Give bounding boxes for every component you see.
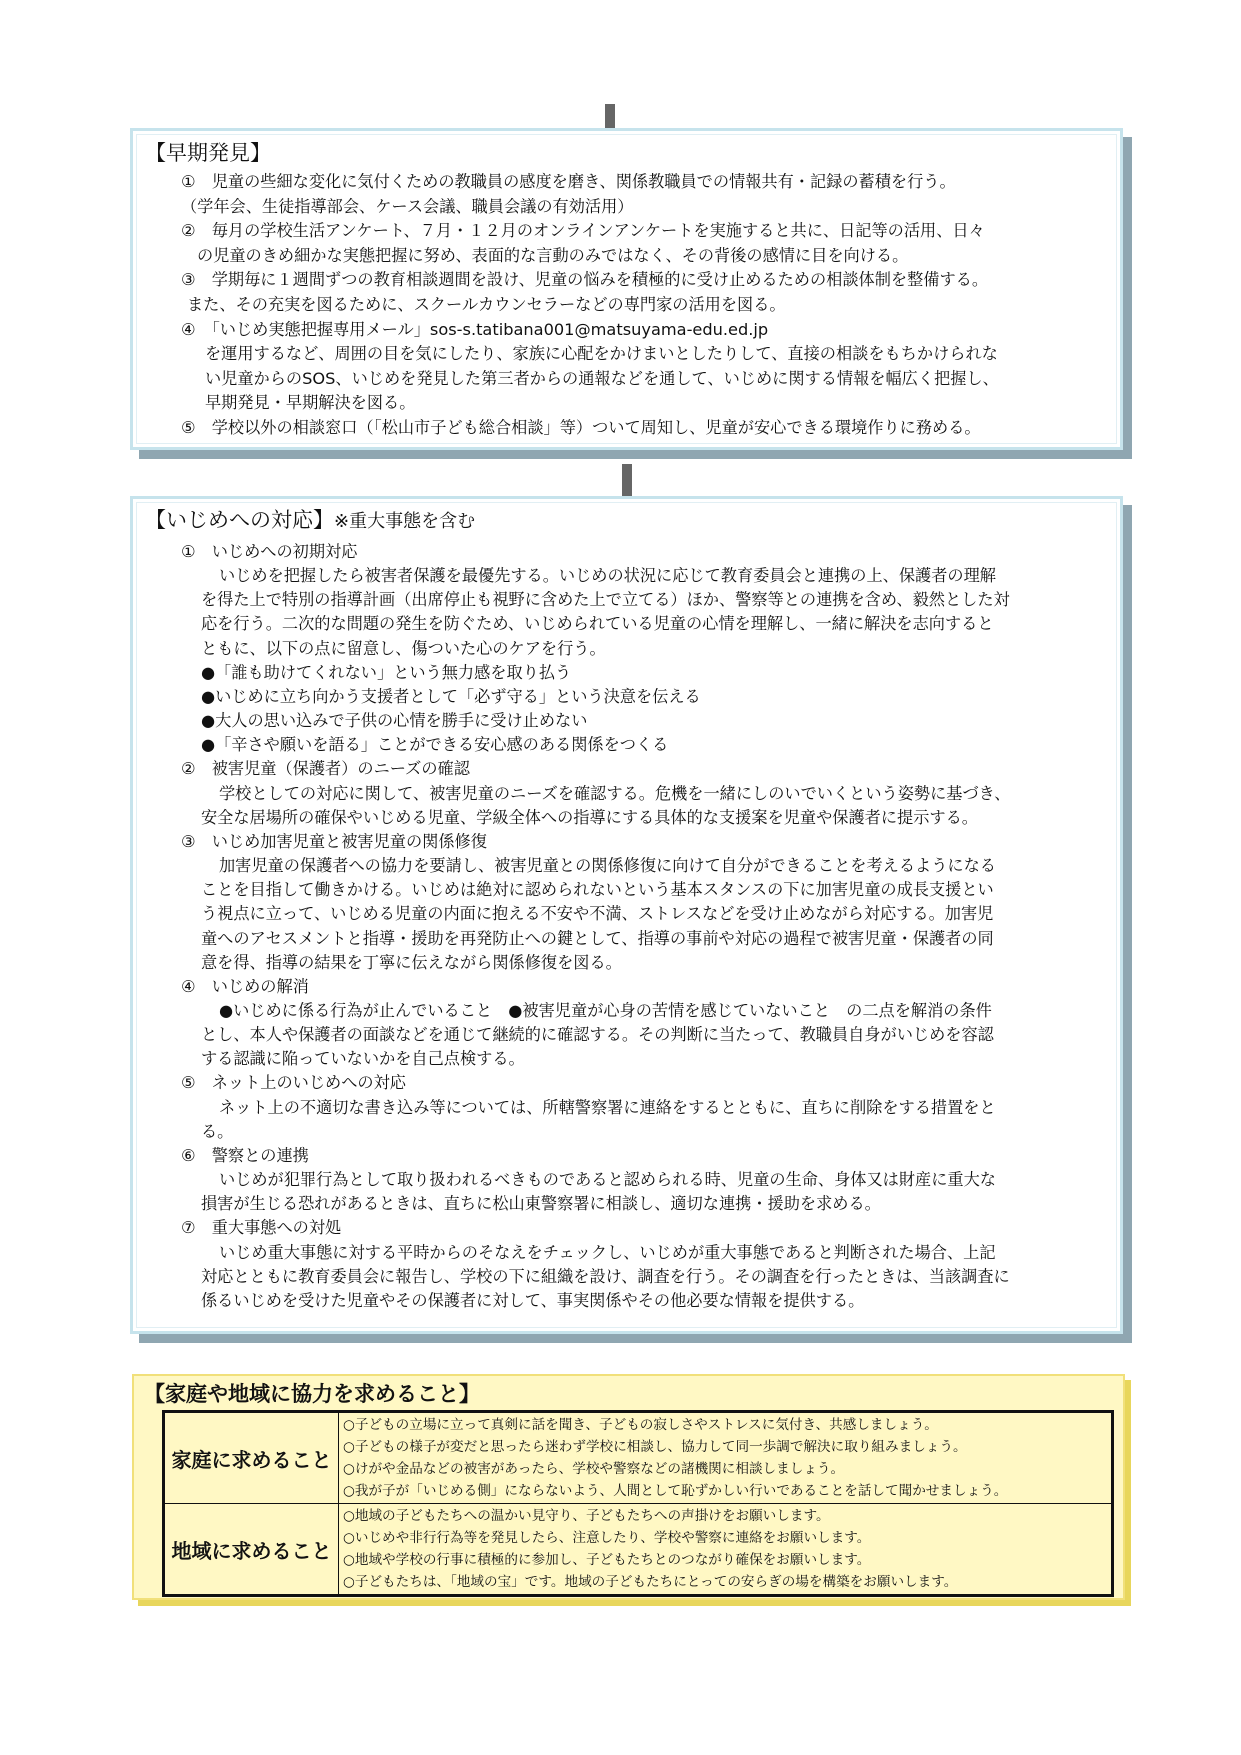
text-line: （学年会、生徒指導部会、ケース会議、職員会議の有効活用） [181, 196, 634, 216]
community-requests [339, 1504, 1113, 1596]
text-line: 対応とともに教育委員会に報告し、学校の下に組織を設け、調査を行う。その調査を行ったときは、当該調査に [201, 1266, 1010, 1286]
list-item: ○子どもの様子が変だと思ったら迷わず学校に相談し、協力して同一歩調で解決に取り組みましょう。 [343, 1439, 967, 1455]
bullet-item: ●いじめに立ち向かう支援者として「必ず守る」という決意を伝える [201, 686, 701, 706]
text-line: る。 [201, 1121, 234, 1141]
text-line: する認識に陥っていないかを自己点検する。 [201, 1049, 525, 1069]
text-line: 損害が生じる恐れがあるときは、直ちに松山東警察署に相談し、適切な連携・援助を求める。 [201, 1194, 881, 1214]
text-line: ともに、以下の点に留意し、傷ついた心のケアを行う。 [201, 638, 606, 658]
text-line: い児童からのSOS、いじめを発見した第三者からの通報などを通して、いじめに関する情報を幅広く把握し、 [205, 368, 999, 388]
table-row-community [164, 1504, 1113, 1596]
section-heading: ① いじめへの初期対応 [181, 542, 358, 561]
text-line: いじめ重大事態に対する平時からのそなえをチェックし、いじめが重大事態であると判断された場合、上記 [219, 1242, 996, 1262]
text-line: の児童のきめ細かな実態把握に努め、表面的な言動のみではなく、その背後の感情に目を向ける。 [197, 245, 909, 265]
text-line: ③ 学期毎に１週間ずつの教育相談週間を設け、児童の悩みを積極的に受け止めるための相談体制を整備する。 [181, 270, 989, 290]
section-heading: ③ いじめ加害児童と被害児童の関係修復 [181, 831, 487, 851]
list-item: ○いじめや非行行為等を発見したら、注意したり、学校や警察に連絡をお願いします。 [343, 1530, 871, 1546]
text-line: 学校としての対応に関して、被害児童のニーズを確認する。危機を一緒にしのいでいくという姿勢に基づき、 [219, 783, 1011, 803]
text-line: 意を得、指導の結果を丁寧に伝えながら関係修復を図る。 [201, 952, 622, 972]
bullet-item: ●「辛さや願いを語る」ことができる安心感のある関係をつくる [201, 735, 669, 755]
list-item: ○地域の子どもたちへの温かい見守り、子どもたちへの声掛けをお願いします。 [343, 1508, 830, 1524]
category-home: 家庭に求めること [164, 1412, 339, 1504]
text-line: ⑤ 学校以外の相談窓口（「松山市子ども総合相談」等）ついて周知し、児童が安心できる環境作りに務める。 [181, 417, 981, 437]
early-detection-title: 【早期発見】 [145, 141, 271, 165]
text-line: いじめが犯罪行為として取り扱われるべきものであると認められる時、児童の生命、身体又は財産に重大な [219, 1170, 996, 1190]
section-heading: ② 被害児童（保護者）のニーズの確認 [181, 759, 470, 779]
bullet-item: ●大人の思い込みで子供の心情を勝手に受け止めない [201, 711, 588, 731]
early-detection-body [147, 170, 1106, 441]
text-line: 係るいじめを受けた児童やその保護者に対して、事実関係やその他必要な情報を提供する。 [201, 1290, 865, 1310]
text-line: ① 児童の些細な変化に気付くための教職員の感度を磨き、関係教職員での情報共有・記録の蓄積を行う。 [181, 172, 956, 191]
early-detection-panel [130, 128, 1123, 450]
flow-connector-middle [622, 464, 632, 500]
text-line: を運用するなど、周囲の目を気にしたり、家族に心配をかけまいとしたりして、直接の相談をもちかけられな [205, 344, 998, 364]
home-requests [339, 1412, 1113, 1504]
text-line: ネット上の不適切な書き込み等については、所轄警察署に連絡をするとともに、直ちに削除をする措置をと [219, 1097, 996, 1117]
text-line: 応を行う。二次的な問題の発生を防ぐため、いじめられている児童の心情を理解し、一緒に解決を志向すると [201, 614, 994, 634]
bullying-response-heading: 【いじめへの対応】 [145, 508, 334, 532]
text-line: 安全な居場所の確保やいじめる児童、学級全体への指導にする具体的な支援案を児童や保護者に提示する。 [201, 807, 978, 827]
list-item: ○地域や学校の行事に積極的に参加し、子どもたちとのつながり確保をお願いします。 [343, 1552, 871, 1568]
text-line: 早期発見・早期解決を図る。 [205, 393, 416, 413]
section-heading: ⑤ ネット上のいじめへの対応 [181, 1073, 406, 1093]
text-line: ●いじめに係る行為が止んでいること ●被害児童が心身の苦情を感じていないこと の二点を解消の条件 [219, 1000, 992, 1020]
text-line: とし、本人や保護者の面談などを通じて継続的に確認する。その判断に当たって、教職員自身がいじめを容認 [201, 1025, 994, 1045]
list-item: ○子どもたちは、「地域の宝」です。地域の子どもたちにとっての安らぎの場を構築をお願いします。 [343, 1574, 958, 1590]
cooperation-panel [132, 1374, 1125, 1600]
cooperation-title: 【家庭や地域に協力を求めること】 [144, 1382, 480, 1406]
section-heading: ⑥ 警察との連携 [181, 1145, 309, 1165]
text-line: ② 毎月の学校生活アンケート、７月・１２月のオンラインアンケートを実施すると共に、日記等の活用、日々 [181, 221, 985, 241]
text-line: ④ 「いじめ実態把握専用メール」sos-s.tatibana001@matsuyama-edu.ed.jp [181, 319, 769, 339]
text-line: 加害児童の保護者への協力を要請し、被害児童との関係修復に向けて自分ができることを考えるようになる [219, 856, 996, 876]
bullet-item: ●「誰も助けてくれない」という無力感を取り払う [201, 662, 572, 682]
bullying-response-title [145, 505, 1106, 537]
bullying-response-body [147, 540, 1106, 1313]
section-heading: ④ いじめの解消 [181, 976, 309, 996]
list-item: ○我が子が「いじめる側」にならないよう、人間として恥ずかしい行いであることを話して聞かせましょう。 [343, 1483, 1008, 1499]
bullying-response-panel [130, 496, 1123, 1334]
text-line: いじめを把握したら被害者保護を最優先する。いじめの状況に応じて教育委員会と連携の上、保護者の理解 [219, 566, 996, 586]
text-line: を得た上で特別の指導計画（出席停止も視野に含めた上で立てる）ほか、警察等との連携を含め、毅然とした対 [201, 590, 1010, 610]
list-item: ○子どもの立場に立って真剣に話を聞き、子どもの寂しさやストレスに気付き、共感しましょう。 [343, 1417, 938, 1433]
text-line: また、その充実を図るために、スクールカウンセラーなどの専門家の活用を図る。 [187, 294, 786, 314]
category-community: 地域に求めること [164, 1504, 339, 1596]
text-line: ことを目指して働きかける。いじめは絶対に認められないという基本スタンスの下に加害児童の成長支援とい [201, 880, 994, 900]
text-line: う視点に立って、いじめる児童の内面に抱える不安や不満、ストレスなどを受け止めながら対応する。加害児 [201, 904, 994, 924]
table-row-home [164, 1412, 1113, 1504]
cooperation-table [162, 1410, 1114, 1597]
text-line: 童へのアセスメントと指導・援助を再発防止への鍵として、指導の事前や対応の過程で被害児童・保護者の同 [201, 928, 994, 948]
section-heading: ⑦ 重大事態への対処 [181, 1218, 342, 1238]
list-item: ○けがや金品などの被害があったら、学校や警察などの諸機関に相談しましょう。 [343, 1461, 845, 1477]
bullying-response-note: ※重大事態を含む [334, 511, 476, 532]
